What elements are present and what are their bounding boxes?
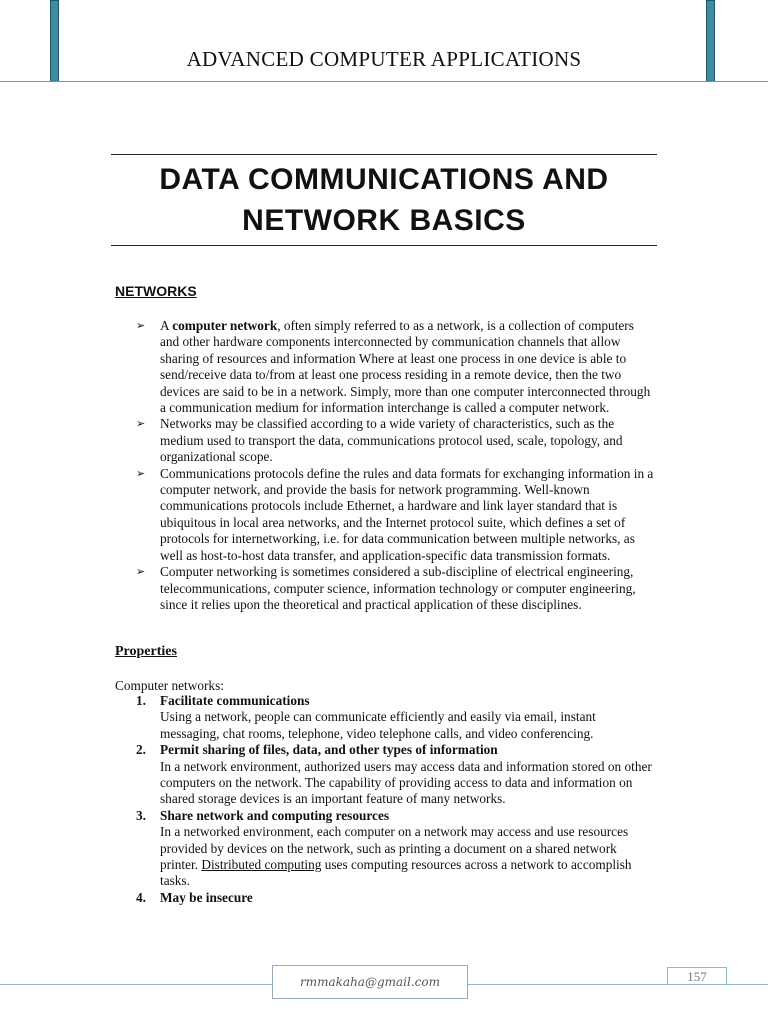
page-number: 157	[667, 967, 727, 984]
item-heading: Permit sharing of files, data, and other types of information	[160, 742, 498, 758]
item-body: Using a network, people can communicate efficiently and easily via email, instant messaging, chat rooms, telephone, video telephone calls, and video conferencing.	[160, 709, 596, 741]
properties-numbered-list	[136, 693, 656, 906]
properties-intro: Computer networks:	[115, 678, 224, 693]
list-item: ➢ A computer network, often simply referred to as a network, is a collection of computers and other hardware components interconnected by communication channels that allow sharing of resources and information Where at least one process in one device is able to send/receive data to/from at least one process residing in a remote device, then the two devices are said to be in a network. Simply, more than one computer interconnected through a communication medium for information interchange is called a computer network.	[136, 318, 651, 416]
distributed-computing-link[interactable]: Distributed computing	[201, 857, 322, 873]
list-item: ➢ Communications protocols define the rules and data formats for exchanging information in a computer network, and provide the basis for network programming. Well-known communications protocols include Ethernet, a hardware and link layer standard that is ubiquitous in local area networks, and the Internet protocol suite, which defines a set of protocols for internetworking, i.e. for data communication between multiple networks, as well as host-to-host data transfer, and application-specific data transmission formats.	[136, 465, 654, 563]
item-heading: Facilitate communications	[160, 693, 310, 708]
running-header: ADVANCED COMPUTER APPLICATIONS	[186, 47, 582, 71]
list-item: 1. Facilitate communications Using a network, people can communicate efficiently and easily via email, instant messaging, chat rooms, telephone, video telephone calls, and video conferencing.	[136, 693, 656, 742]
footer-email: rmmakaha@gmail.com	[272, 965, 468, 999]
item-body: In a networked environment, each computer on a network may access and use resources provided by devices on the network, such as printing a document on a shared network printer. Distributed computing uses computing resources across a network to accomplish tasks.	[160, 824, 632, 889]
chapter-title-line-2: NETWORK BASICS	[242, 204, 526, 237]
arrow-bullet-icon: ➢	[136, 565, 146, 579]
item-heading: Share network and computing resources	[160, 807, 390, 823]
chapter-title-box	[111, 154, 657, 246]
list-item: 3. Share network and computing resources In a networked environment, each computer on a network may access and use resources provided by devices on the network, such as printing a document on a shared network printer. Distributed computing uses computing resources across a network to accomplish tasks.	[136, 808, 656, 890]
section-heading-properties: Properties	[115, 644, 177, 659]
header-rule	[0, 81, 768, 82]
networks-bullet-list	[136, 318, 656, 613]
arrow-bullet-icon: ➢	[136, 466, 146, 480]
list-item: 2. Permit sharing of files, data, and other types of information In a network environment, authorized users may access data and information stored on other computers on the network. The capability of providing access to data and information on shared storage devices is an important feature of many networks.	[136, 742, 656, 808]
chapter-title-line-1: DATA COMMUNICATIONS AND	[159, 163, 609, 196]
list-item: ➢ Networks may be classified according to a wide variety of characteristics, such as the medium used to transport the data, communications protocol used, scale, topology, and organizational scope.	[136, 416, 623, 465]
term-computer-network: computer network	[172, 318, 278, 333]
item-heading: May be insecure	[160, 889, 253, 905]
arrow-bullet-icon: ➢	[136, 417, 146, 431]
section-heading-networks: NETWORKS	[115, 283, 197, 299]
item-body: In a network environment, authorized users may access data and information stored on other computers on the network. The capability of providing access to data and information on shared storage devices is an important feature of many networks.	[160, 758, 652, 807]
list-item: 4. May be insecure	[136, 890, 656, 906]
list-item: ➢ Computer networking is sometimes considered a sub-discipline of electrical engineering, telecommunications, computer science, information technology or computer engineering, since it relies upon the theoretical and practical application of these disciplines.	[136, 564, 636, 612]
arrow-bullet-icon: ➢	[136, 319, 146, 332]
